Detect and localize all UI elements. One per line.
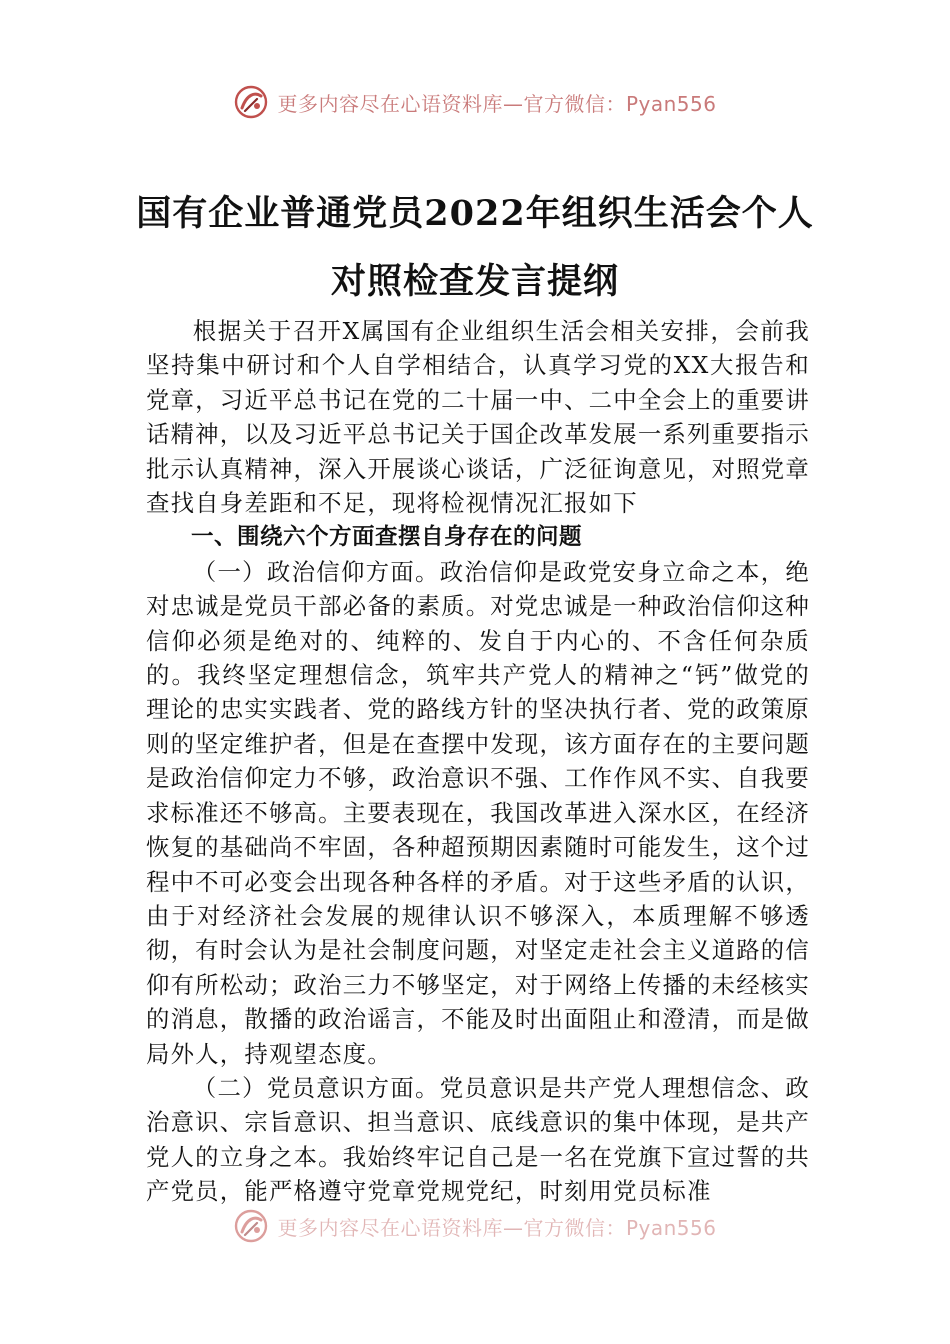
watermark-text: 更多内容尽在心语资料库—官方微信：Pyan556 [277, 91, 717, 116]
document-body [146, 314, 810, 1209]
stamp-seal-icon [233, 84, 269, 120]
watermark-text: 更多内容尽在心语资料库—官方微信：Pyan556 [277, 1215, 717, 1240]
section-heading: 一、围绕六个方面查摆自身存在的问题 [191, 524, 583, 551]
watermark-header [0, 82, 950, 122]
document-title-line1: 国有企业普通党员2022年组织生活会个人 [136, 193, 814, 234]
stamp-seal-icon [233, 1208, 269, 1244]
document-title-line2: 对照检查发言提纲 [330, 261, 619, 302]
paragraph-party-awareness: （二）党员意识方面。党员意识是共产党人理想信念、政治意识、宗旨意识、担当意识、底线意识的集中体现，是共产党人的立身之本。我始终牢记自己是一名在党旗下宣过誓的共产党员，能严格遵守党章党规党纪，时刻用党员标准 [146, 1073, 810, 1206]
intro-paragraph: 根据关于召开X属国有企业组织生活会相关安排，会前我坚持集中研讨和个人自学相结合，认真学习党的XX大报告和党章，习近平总书记在党的二十届一中、二中全会上的重要讲话精神，以及习近平总书记关于国企改革发展一系列重要指示批示认真精神，深入开展谈心谈话，广泛征询意见，对照党章查找自身差距和不足，现将检视情况汇报如下 [146, 317, 810, 518]
paragraph-political-belief: （一）政治信仰方面。政治信仰是政党安身立命之本，绝对忠诚是党员干部必备的素质。对党忠诚是一种政治信仰这种信仰必须是绝对的、纯粹的、发自于内心的、不含任何杂质的。我终坚定理想信念，筑牢共产党人的精神之“钙”做党的理论的忠实实践者、党的路线方针的坚决执行者、党的政策原则的坚定维护者，但是在查摆中发现，该方面存在的主要问题是政治信仰定力不够，政治意识不强、工作作风不实、自我要求标准还不够高。主要表现在，我国改革进入深水区，在经济恢复的基础尚不牢固，各种超预期因素随时可能发生，这个过程中不可必变会出现各种各样的矛盾。对于这些矛盾的认识，由于对经济社会发展的规律认识不够深入，本质理解不够透彻，有时会认为是社会制度问题，对坚定走社会主义道路的信仰有所松动；政治三力不够坚定，对于网络上传播的未经核实的消息，散播的政治谣言，不能及时出面阻止和澄清，而是做局外人，持观望态度。 [146, 557, 810, 1068]
watermark-footer [0, 1206, 950, 1246]
